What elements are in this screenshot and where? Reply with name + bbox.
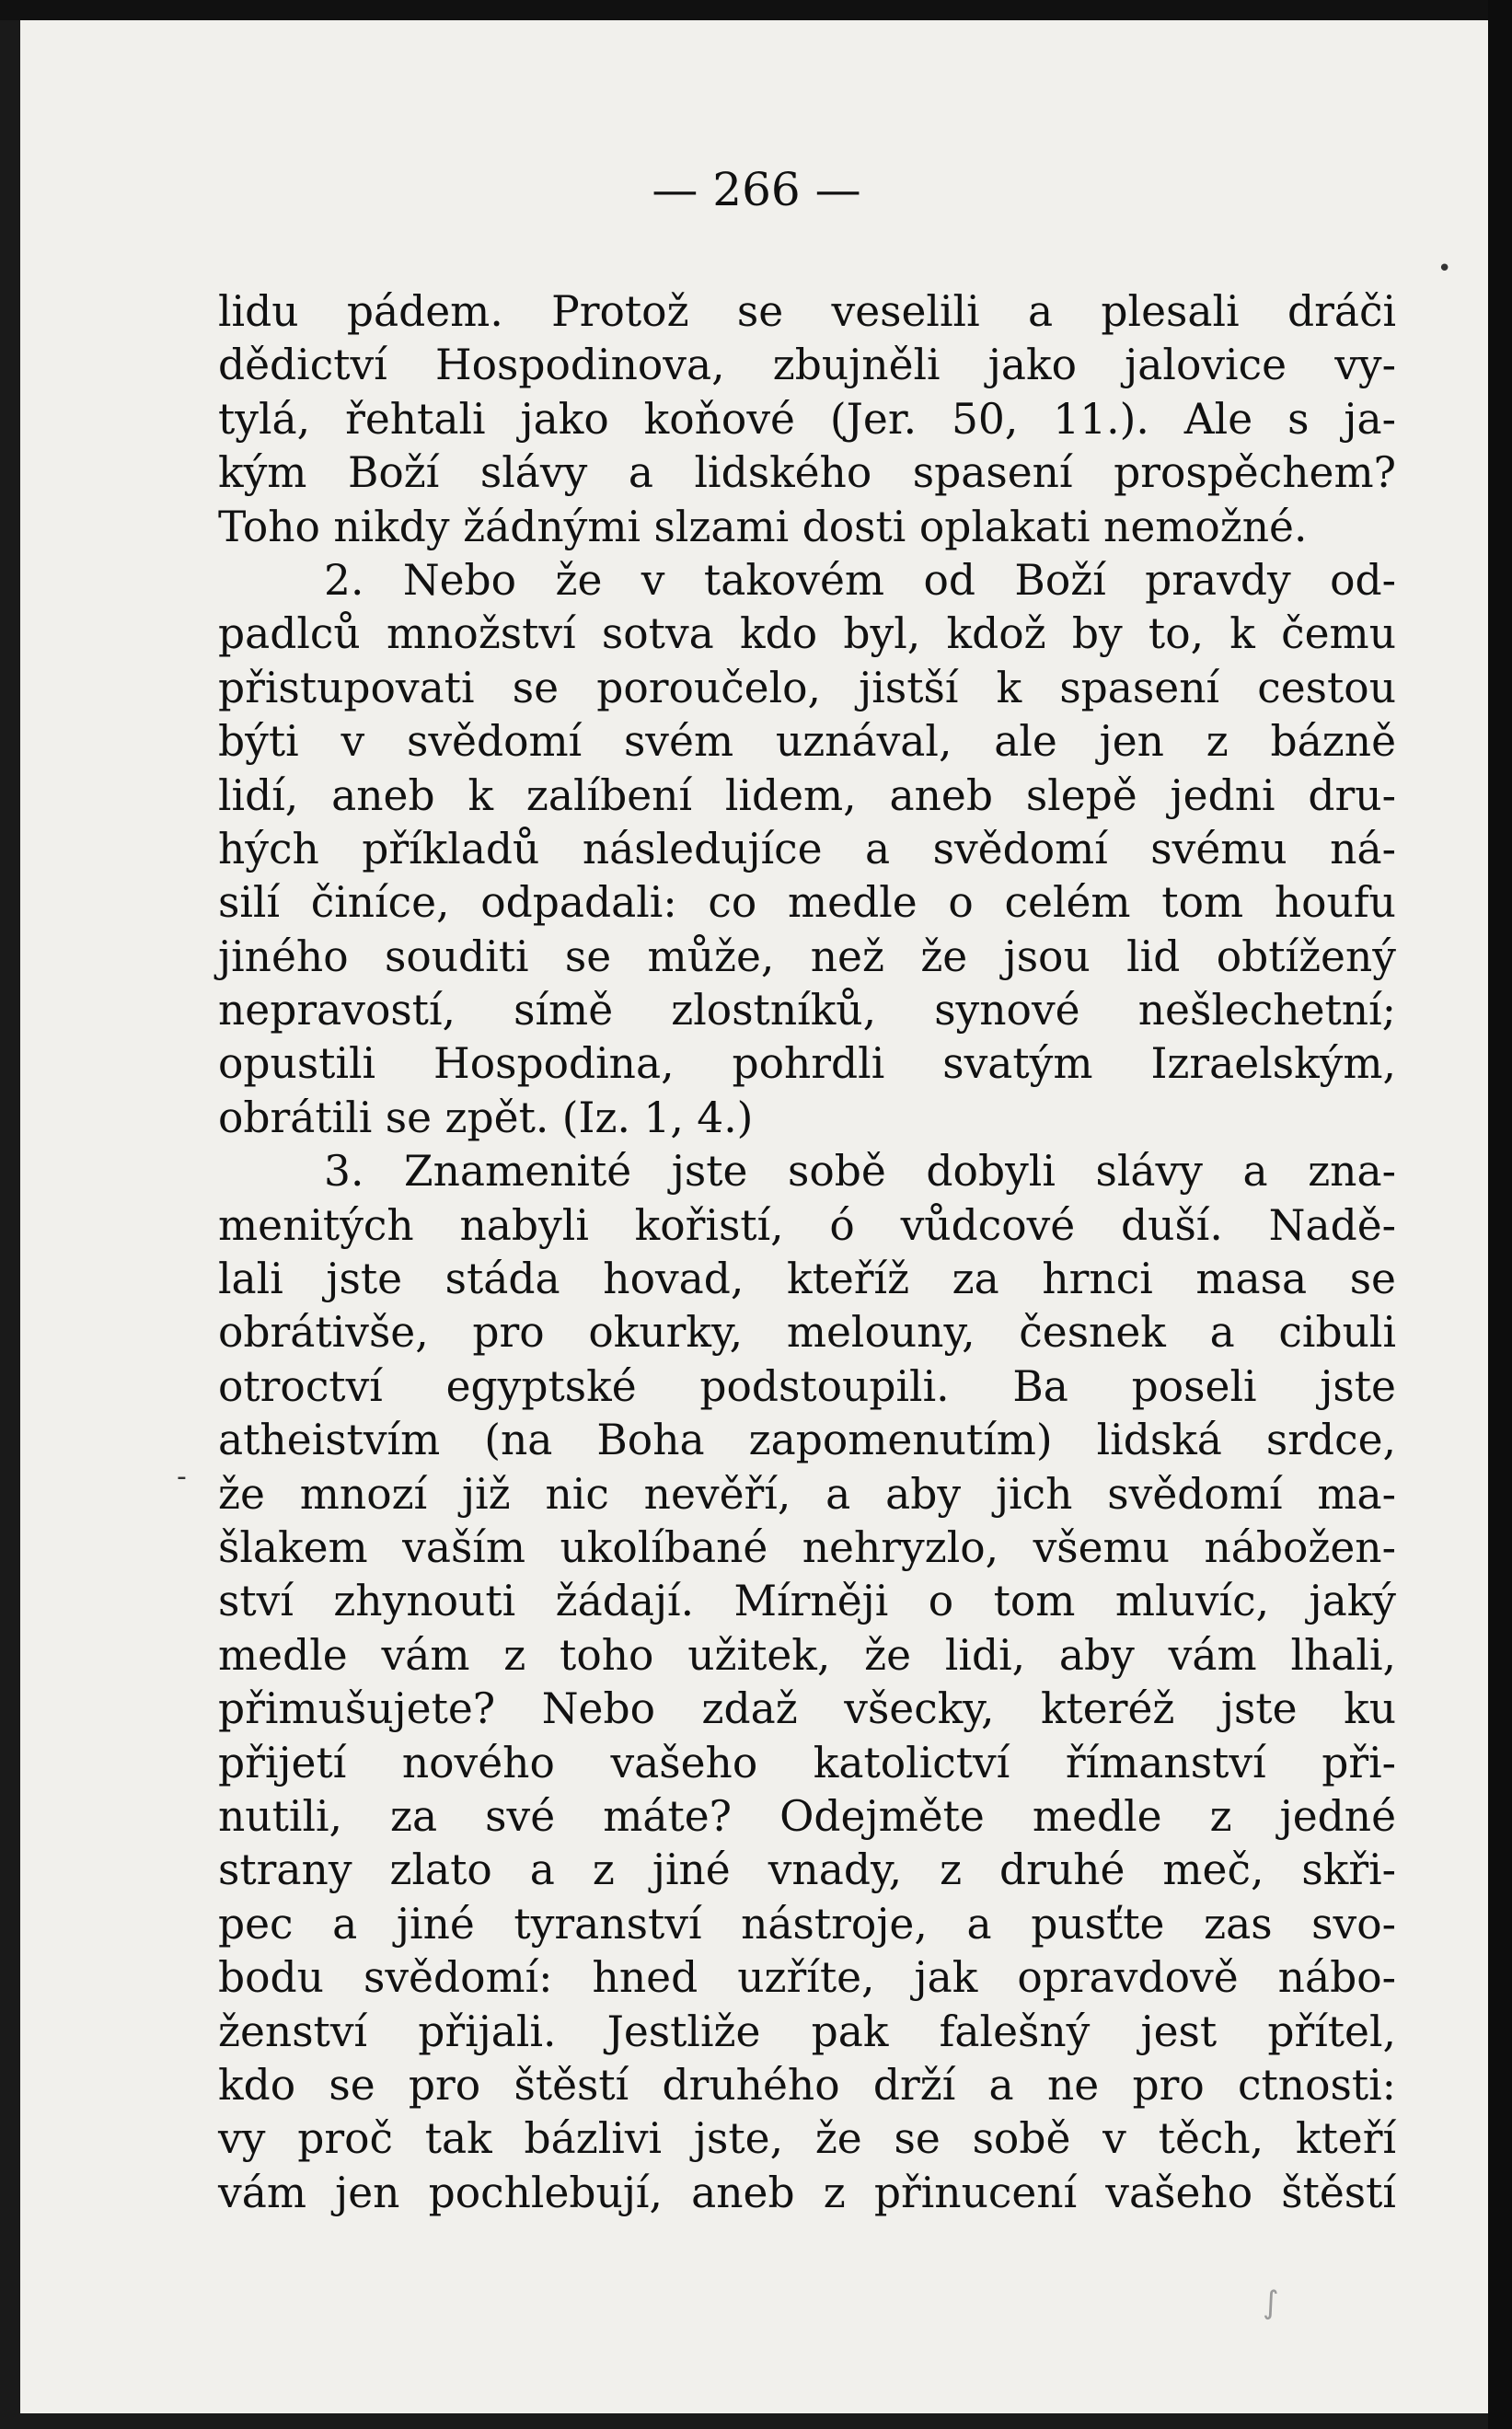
paragraph-start-line: 3. Znamenité jste sobě dobyli slávy a zna- (324, 1147, 1396, 1197)
text-line: že mnozí již nic nevěří, a aby jich svědomí ma- (218, 1469, 1396, 1519)
text-line: Toho nikdy žádnými slzami dosti oplakati nemožné. (218, 502, 1308, 551)
text-line: silí činíce, odpadali: co medle o celém tom houfu (218, 878, 1396, 928)
text-line: přimušujete? Nebo zdaž všecky, kteréž jste ku (218, 1684, 1396, 1734)
text-line: kým Boží slávy a lidského spasení prospěchem? (218, 448, 1396, 498)
text-line: ženství přijali. Jestliže pak falešný jest přítel, (218, 2007, 1396, 2056)
text-line: medle vám z toho užitek, že lidi, aby vám lhali, (218, 1630, 1396, 1680)
text-line: atheistvím (na Boha zapomenutím) lidská srdce, (218, 1416, 1396, 1465)
pencil-scribble-mark: ∫ (1263, 2284, 1279, 2321)
text-line: opustili Hospodina, pohrdli svatým Izraelským, (218, 1039, 1396, 1089)
text-line: otroctví egyptské podstoupili. Ba poseli jste (218, 1361, 1396, 1411)
text-line: přistupovati se poroučelo, jistší k spasení cestou (218, 663, 1396, 712)
text-line: pec a jiné tyranství nástroje, a pusťte zas svo- (218, 1899, 1396, 1949)
text-line: jiného souditi se může, než že jsou lid obtížený (218, 931, 1396, 981)
text-line: hých příkladů následujíce a svědomí svému ná- (218, 824, 1396, 873)
page-number: — 266 — (652, 163, 861, 216)
scan-border-right (1488, 0, 1512, 2429)
text-line: nepravostí, símě zlostníků, synové nešlechetní; (218, 986, 1396, 1035)
paragraph-start-line: 2. Nebo že v takovém od Boží pravdy od- (324, 555, 1396, 605)
text-line: lidu pádem. Protož se veselili a plesali dráči (218, 287, 1396, 336)
text-line: vám jen pochlebují, aneb z přinucení vašeho štěstí (218, 2168, 1396, 2217)
text-line: nutili, za své máte? Odejměte medle z jedné (218, 1791, 1396, 1841)
text-line: ství zhynouti žádají. Mírněji o tom mluvíc, jaký (218, 1577, 1396, 1626)
margin-dash-mark: - (177, 1461, 187, 1493)
text-line: dědictví Hospodinova, zbujněli jako jalovice vy- (218, 341, 1396, 390)
text-line: obrátili se zpět. (Iz. 1, 4.) (218, 1093, 754, 1142)
body-text (218, 285, 1396, 2220)
text-line: lali jste stáda hovad, kteříž za hrnci masa se (218, 1255, 1396, 1304)
text-line: vy proč tak bázlivi jste, že se sobě v těch, kteří (218, 2114, 1396, 2164)
text-line: tylá, řehtali jako koňové (Jer. 50, 11.). Ale s ja- (218, 394, 1396, 444)
text-line: býti v svědomí svém uznával, ale jen z bázně (218, 717, 1396, 767)
text-line: obrátivše, pro okurky, melouny, česnek a cibuli (218, 1308, 1396, 1358)
speck-mark: • (1437, 255, 1452, 283)
book-page (20, 20, 1493, 2413)
text-line: strany zlato a z jiné vnady, z druhé meč, skři- (218, 1845, 1396, 1895)
text-line: lidí, aneb k zalíbení lidem, aneb slepě jedni dru- (218, 770, 1396, 820)
text-line: šlakem vaším ukolíbané nehryzlo, všemu nábožen- (218, 1522, 1396, 1572)
text-line: kdo se pro štěstí druhého drží a ne pro ctnosti: (218, 2060, 1396, 2110)
text-line: bodu svědomí: hned uzříte, jak opravdově nábo- (218, 1953, 1396, 2003)
scan-border-top (0, 0, 1512, 20)
text-line: padlců množství sotva kdo byl, kdož by to, k čemu (218, 609, 1396, 659)
text-line: menitých nabyli kořistí, ó vůdcové duší. Nadě- (218, 1200, 1396, 1250)
text-line: přijetí nového vašeho katolictví římanství při- (218, 1738, 1396, 1787)
